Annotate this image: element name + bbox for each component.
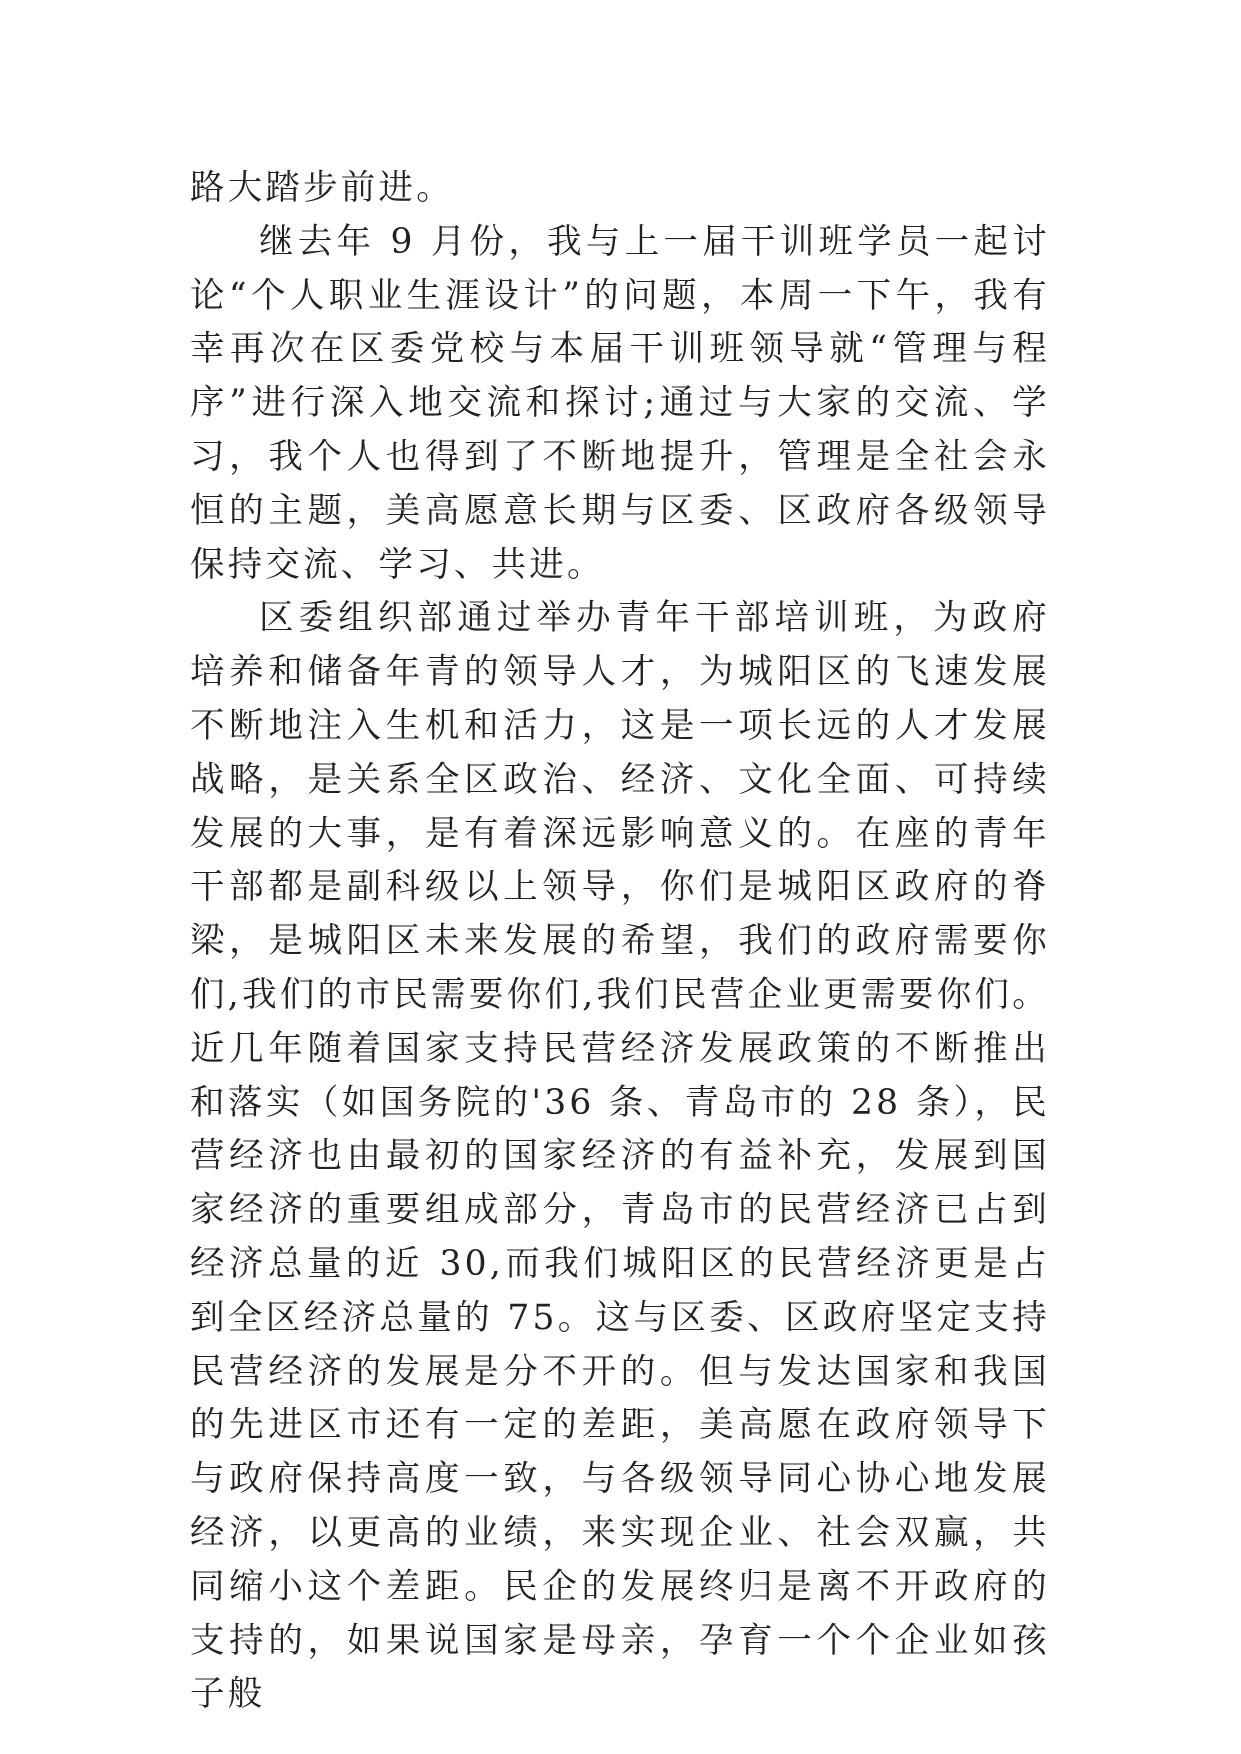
document-body (190, 162, 1050, 1722)
paragraph-1: 路大踏步前进。 (190, 168, 454, 208)
paragraph-3: 区委组织部通过举办青年干部培训班，为政府培养和储备年青的领导人才，为城阳区的飞速发展不断地注入生机和活力，这是一项长远的人才发展战略，是关系全区政治、经济、文化全面、可持续发展的大事，是有着深远影响意义的。在座的青年干部都是副科级以上领导，你们是城阳区政府的脊梁，是城阳区未来发展的希望，我们的政府需要你们,我们的市民需要你们,我们民营企业更需要你们。近几年随着国家支持民营经济发展政策的不断推出和落实（如国务院的'36 条、青岛市的 28 条），民营经济也由最初的国家经济的有益补充，发展到国家经济的重要组成部分，青岛市的民营经济已占到经济总量的近 30,而我们城阳区的民营经济更是占到全区经济总量的 75。这与区委、区政府坚定支持民营经济的发展是分不开的。但与发达国家和我国的先进区市还有一定的差距，美高愿在政府领导下与政府保持高度一致，与各级领导同心协心地发展经济，以更高的业绩，来实现企业、社会双赢，共同缩小这个差距。民企的发展终归是离不开政府的支持的，如果说国家是母亲，孕育一个个企业如孩子般 (190, 598, 1050, 1715)
paragraph-2: 继去年 9 月份，我与上一届干训班学员一起讨论“个人职业生涯设计”的问题，本周一下午，我有幸再次在区委党校与本届干训班领导就“管理与程序”进行深入地交流和探讨;通过与大家的交流、学习，我个人也得到了不断地提升，管理是全社会永恒的主题，美高愿意长期与区委、区政府各级领导保持交流、学习、共进。 (190, 221, 1050, 585)
